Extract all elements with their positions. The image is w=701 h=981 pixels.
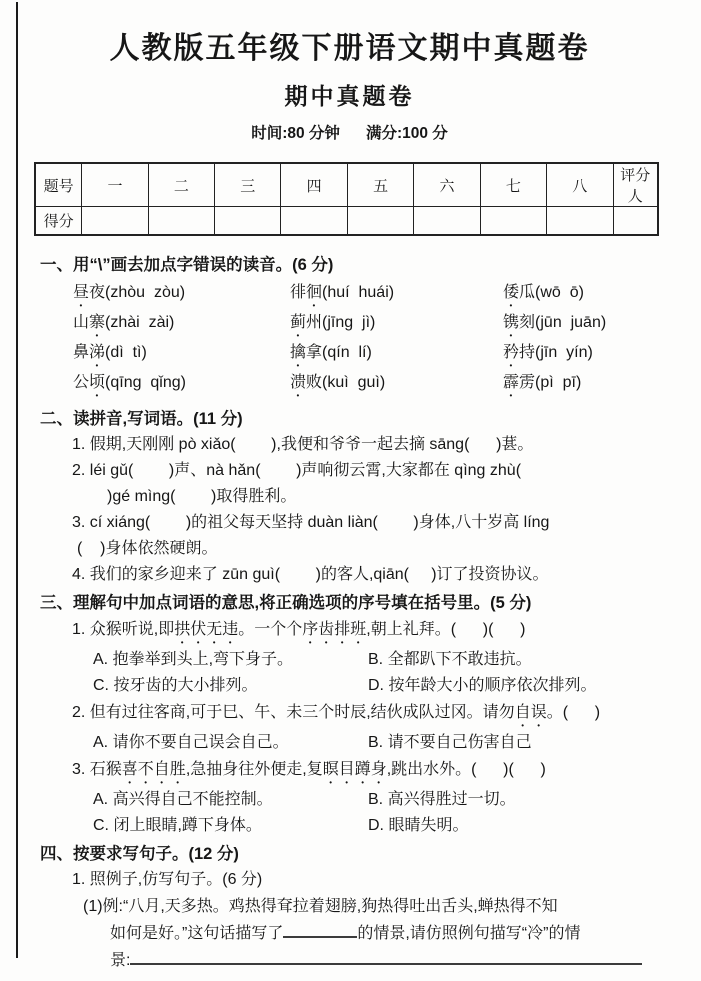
dotted-char: 溃 [290, 374, 307, 391]
score-table [34, 162, 659, 236]
exam-meta [40, 124, 659, 144]
option: A. 抱拳举到头上,弯下身子。 [93, 651, 294, 668]
dotted-phrase: 拱伏无违 [174, 621, 239, 638]
score-cell [215, 207, 281, 236]
score-table-score-row [35, 207, 658, 236]
option: A. 请你不要自己误会自己。 [93, 734, 289, 751]
score-table-header-row [35, 163, 658, 207]
pinyin-options: (jīng jì) [322, 314, 376, 331]
score-cell [281, 207, 347, 236]
score-cell [480, 207, 546, 236]
pinyin-options: (kuì guì) [322, 374, 386, 391]
section4-sub1: 1. 照例子,仿写句子。(6 分) [72, 871, 263, 888]
dotted-char: 涕 [89, 344, 106, 361]
section2-line: ( )身体依然硬朗。 [77, 540, 218, 557]
question-2-options-ab [93, 730, 659, 756]
option: D. 按年龄大小的顺序依次排列。 [368, 677, 597, 694]
pinyin-word-item: 霹雳(pì pī) [503, 374, 582, 391]
left-margin-rule [16, 2, 18, 958]
pinyin-options: (wō ō) [535, 284, 584, 301]
option: A. 高兴得自己不能控制。 [93, 791, 273, 808]
pinyin-options: (zhòu zòu) [105, 284, 186, 301]
question-2: 2. 但有过往客商,可于巳、午、未三个时辰,结伙成队过冈。请勿自误。( ) [72, 704, 601, 721]
pinyin-options: (jīn yín) [535, 344, 593, 361]
section2-line: 4. 我们的家乡迎来了 zūn guì( )的客人,qiān( )订了投资协议。 [72, 566, 549, 583]
score-cell [347, 207, 413, 236]
score-table-header-cell: 五 [347, 163, 413, 207]
dotted-char: 矜 [503, 344, 520, 361]
dotted-char: 镌 [503, 314, 520, 331]
pinyin-word-item: 鼻涕(dì tì) [73, 344, 147, 361]
dotted-phrase: 喜不自胜 [121, 761, 186, 778]
score-table-header-cell: 一 [82, 163, 148, 207]
option: B. 高兴得胜过一切。 [368, 791, 516, 808]
score-table-header-cell: 六 [414, 163, 480, 207]
time-limit-label: 时间:80 分钟 [251, 125, 340, 142]
score-table-header-cell: 八 [547, 163, 613, 207]
dotted-char: 擒 [290, 344, 307, 361]
pinyin-word-item: 徘徊(huí huái) [290, 284, 395, 301]
score-cell [148, 207, 214, 236]
section2-heading: 二、读拼音,写词语。(11 分) [40, 410, 243, 428]
dotted-char: 蓟 [290, 314, 307, 331]
pinyin-word-item: 蓟州(jīng jì) [290, 314, 376, 331]
dotted-char: 顷 [89, 374, 106, 391]
question-3: 3. 石猴喜不自胜,急抽身往外便走,复瞑目蹲身,跳出水外。( )( ) [72, 761, 546, 778]
pinyin-word-item: 倭瓜(wō ō) [503, 284, 584, 301]
pinyin-options: (qīng qǐng) [105, 374, 186, 391]
score-row-label: 得分 [35, 207, 82, 236]
score-table-header-cell: 七 [480, 163, 546, 207]
pinyin-word-item: 公顷(qīng qǐng) [73, 374, 186, 391]
option: B. 全都趴下不敢违抗。 [368, 651, 532, 668]
example-sentence-line3: 景: [110, 947, 659, 974]
page-subtitle: 期中真题卷 [284, 83, 415, 109]
score-table-header-cell: 二 [148, 163, 214, 207]
dotted-phrase: 自误 [514, 704, 547, 721]
dotted-phrase: 瞑目蹲身 [322, 761, 387, 778]
pinyin-options: (qín lí) [322, 344, 372, 361]
pinyin-options: (huí huái) [322, 284, 395, 301]
dotted-char: 倭 [503, 284, 520, 301]
pinyin-options: (jūn juān) [535, 314, 607, 331]
question-3-options-ab [93, 787, 659, 813]
dotted-char: 昼 [73, 284, 90, 301]
pinyin-word-item: 山寨(zhài zài) [73, 314, 175, 331]
section3-heading: 三、理解句中加点词语的意思,将正确选项的序号填在括号里。(5 分) [40, 594, 532, 612]
score-cell [82, 207, 148, 236]
full-score-label: 满分:100 分 [365, 125, 448, 142]
option: B. 请不要自己伤害自己 [368, 734, 532, 751]
section2-line: )gé mìng( )取得胜利。 [107, 488, 297, 505]
pinyin-word-item: 矜持(jīn yín) [503, 344, 593, 361]
question-1: 1. 众猴听说,即拱伏无违。一个个序齿排班,朝上礼拜。( )( ) [72, 621, 526, 638]
pinyin-word-item: 昼夜(zhòu zòu) [73, 284, 186, 301]
question-3-options-cd [93, 813, 659, 839]
pinyin-word-item: 擒拿(qín lí) [290, 344, 372, 361]
score-cell [547, 207, 613, 236]
score-table-header-cell: 题号 [35, 163, 82, 207]
score-cell [414, 207, 480, 236]
option: C. 按牙齿的大小排列。 [93, 677, 258, 694]
section2-line: 3. cí xiáng( )的祖父每天坚持 duàn liàn( )身体,八十岁高 líng [72, 514, 550, 531]
pinyin-options: (zhài zài) [105, 314, 175, 331]
section1-heading: 一、用“\”画去加点字错误的读音。(6 分) [40, 256, 334, 274]
dotted-phrase: 序齿排班 [302, 621, 367, 638]
score-table-header-cell: 评分人 [613, 163, 658, 207]
question-1-options-ab [93, 647, 659, 673]
page-title: 人教版五年级下册语文期中真题卷 [109, 32, 590, 65]
dotted-char: 徊 [306, 284, 323, 301]
score-table-header-cell: 三 [215, 163, 281, 207]
option: D. 眼睛失明。 [368, 817, 469, 834]
section4-heading: 四、按要求写句子。(12 分) [40, 845, 239, 863]
question-1-options-cd [93, 673, 659, 699]
pinyin-word-item: 镌刻(jūn juān) [503, 314, 607, 331]
section1-word-grid [73, 280, 659, 400]
score-table-header-cell: 四 [281, 163, 347, 207]
grader-score-cell [613, 207, 658, 236]
example-sentence-line2: 如何是好。”这句话描写了 的情景,请仿照例句描写“冷”的情 [110, 920, 659, 947]
dotted-char: 霹 [503, 374, 520, 391]
example-sentence-line1: (1)例:“八月,天多热。鸡热得耷拉着翅膀,狗热得吐出舌头,蝉热得不知 [83, 898, 558, 915]
pinyin-word-item: 溃败(kuì guì) [290, 374, 386, 391]
answer-blank-line1 [130, 948, 642, 965]
pinyin-options: (dì tì) [105, 344, 147, 361]
section2-line: 2. léi gǔ( )声、nà hǎn( )声响彻云霄,大家都在 qìng zhù( [72, 462, 522, 479]
answer-blank-short [283, 921, 357, 938]
pinyin-options: (pì pī) [535, 374, 582, 391]
section2-line: 1. 假期,天刚刚 pò xiǎo( ),我便和爷爷一起去摘 sāng( )葚。 [72, 436, 534, 453]
dotted-char: 寨 [89, 314, 106, 331]
option: C. 闭上眼睛,蹲下身体。 [93, 817, 262, 834]
